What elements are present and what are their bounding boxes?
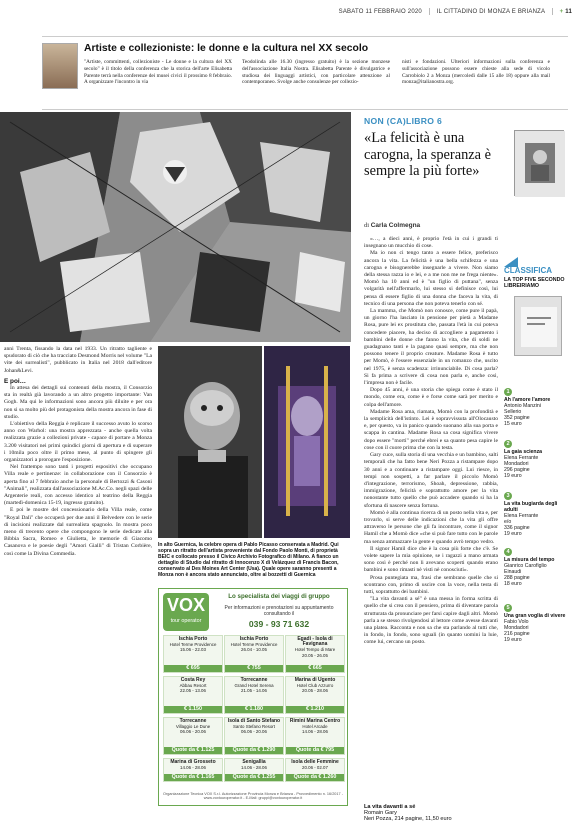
- rank-number: 5: [504, 604, 512, 612]
- vox-logo-text: VOX: [166, 595, 205, 615]
- classifica-sublabel: LA TOP FIVE SECONDO LIBREIRIAMO: [504, 277, 565, 290]
- travel-ad: [158, 588, 348, 806]
- separator: [552, 8, 553, 15]
- ranking-item: [504, 388, 572, 427]
- offer-place: Rimini Marina Centro: [289, 718, 341, 724]
- offer-card: [285, 635, 345, 673]
- offer-place: Isola delle Femmine: [291, 759, 339, 765]
- paragraph: In attesa dei dettagli sui contenuti della mostra, il Consorzio sta in realtà già lavorando a un altro progetto importante: Van Gogh. Ma qui le informazioni sono ancora più diluite e per ora non si sa molto più del protagonista della mostra ancora in fase di studio.: [4, 385, 152, 420]
- offer-place: Torrecanne: [179, 718, 207, 724]
- offer-hotel: Grand Hotel Serena: [234, 683, 274, 689]
- paragraph: Nel frattempo sono tanti i progetti espositivi che occupano Villa reale e pertinenze: in collaborazione con il Consorzio è aperta fino al 7 febbraio anche la personale di Bertozzi & Casoni "Animali", realizzata dall'associazione M.Ac.Co. negli spazi delle Argenterie reali, con accesso identico al teatrino della Reggia (martedì-domenica 15-19, ingresso gratuito).: [4, 464, 152, 507]
- offer-price: € 755: [225, 665, 283, 672]
- offer-hotel: Hotel Tempo di Mare: [294, 647, 336, 653]
- masthead: [339, 8, 572, 15]
- bacon-painting: [264, 346, 350, 538]
- rank-title: La vita bugiarda degli adulti: [504, 501, 558, 514]
- rank-pages: 288 pagine: [504, 575, 530, 582]
- review-body: [364, 236, 498, 814]
- offer-hotel: Hotel Arcade: [302, 724, 328, 730]
- page-header: [0, 0, 580, 30]
- book-cover-art: [515, 131, 565, 197]
- picasso-portrait: [158, 346, 262, 538]
- offer-card: [163, 676, 223, 714]
- ad-promo: Per informazioni e prenotazioni su appuntamento consultando il: [224, 605, 334, 617]
- separator: [429, 8, 430, 15]
- rank-price: 18 euro: [504, 581, 522, 588]
- rank-title: Una gran voglia di vivere: [504, 613, 566, 619]
- paragraph: La mamma, che Momò non conosce, come pure il papà, un giorno l'ha lasciato in pensione per pietà a Madame Rosa, pure lei ex prostituta che, passata l'età in cui poteva concedere piacere, ha deciso di accogliere a pagamento i bambini delle donne che fanno la vita, che di soldi ne guadagnano tanti e la pagano quasi sempre, ma che non possono tenere il proprio creature. Madame Rosa è tutto per Momò, è l'essere essenziale in un romanzo che, uscito nel 1975, è senza scadenza: irrinunciabile. Di cosa parla? Si fa prima a scrivere di cosa non parla e, anche così, l'impresa non è facile.: [364, 308, 498, 387]
- offer-dates: 20.05 - 26.05: [302, 652, 328, 658]
- rank-publisher: Einaudi: [504, 569, 522, 576]
- paragraph: L'obiettivo della Reggia è replicare il successo avuto lo scorso anno con Warhol: una mostra apprezzata - anche quella volta realizzata grazie a collezioni private - capace di portare a Monza 3.200 visitatori nei primi quindici giorni di apertura e di superare i 10mila poco oltre il primo mese, al punto di spingere gli organizzatori a prorogare l'esposizione.: [4, 421, 152, 464]
- offer-place: Isola di Santo Stefano: [227, 718, 281, 724]
- rank-pages: 216 pagine: [504, 631, 530, 638]
- paragraph: Gary cuce, sulla storia di una vecchia e un bambino, salti temporali che ha fatto bene Neri Pozza a ristampare dopo 30 anni e a continuare a ristampare oggi. Lui riesce, in tempi non sospetti, a far parlare il piccolo Momò d'integrazione, terrorismo, Shoah, depressione, rabbia, immigrazione, felicità e soprattutto amore per la vita nonostante tutto quello che può accadere quando si ha la sfortuna di nascere senza fortuna.: [364, 452, 498, 509]
- offer-dates: 26.04 - 10.05: [241, 647, 267, 653]
- conference-title: Artiste e collezioniste: le donne e la cultura nel XX secolo: [84, 43, 369, 54]
- offer-place: Senigallia: [242, 759, 266, 765]
- offer-price: Quote da € 1.290: [225, 747, 283, 754]
- rank-number: 3: [504, 492, 512, 500]
- offer-hotel: Hotel Terme Providence: [169, 642, 217, 648]
- offer-place: Ischia Porto: [239, 636, 269, 642]
- offer-dates: 15.06 - 22.03: [180, 647, 206, 653]
- offer-dates: 20.05 - 28.06: [302, 688, 328, 694]
- offer-card: [163, 758, 223, 782]
- rank-pages: 296 pagine: [504, 467, 530, 474]
- subhead: E poi…: [4, 377, 27, 385]
- guernica-image: [0, 112, 351, 342]
- rank-title: Ah l'amore l'amore: [504, 397, 551, 403]
- paragraph: Madame Rosa ama, riamata, Momò con la profondità e la semplicità dell'istinto. Lei è sopravvissuta all'Olocausto e, per questo, va in panico quando suonano alla sua porta e scappa in cantina. Madame Rosa sa cosa significa vivere dopo essere "morti" perché ebrei e sa quanto pesa capire le cose con il cuore prima che con la testa.: [364, 408, 498, 451]
- offer-card: [224, 635, 284, 673]
- offer-price: Quote da € 1.125: [164, 747, 222, 754]
- offer-dates: 14.06 - 28.06: [180, 765, 206, 771]
- rank-publisher: e/o: [504, 519, 512, 526]
- author-photo: [42, 43, 78, 89]
- offer-place: Marina di Grosseto: [170, 759, 216, 765]
- conference-col-1: "Artiste, committenti, collezioniste - Le donne e la cultura del XX secolo" è il titolo della conferenza che la storica dell'arte Elisabetta Parente terrà nella conferenze dei musei civici il prossimo 8 febbraio. A organizzare l'incontro in via: [84, 59, 232, 86]
- conference-col-3: nisti e fondazioni. Ulteriori informazioni sulla conferenza e sull'associazione possono essere chieste alla sede di vicolo Carrobiolo 2 a Monza (mercoledì dalle 15 alle 18) oppure alla mail monza@italianostra.org.: [402, 59, 550, 86]
- rank-number: 4: [504, 548, 512, 556]
- issue-date: SABATO 11 FEBBRAIO 2020: [338, 9, 422, 16]
- ad-phone: 039 - 93 71 632: [248, 619, 310, 629]
- ranking-item: [504, 492, 572, 538]
- rank-price: 19 euro: [504, 637, 522, 644]
- rank-pages: 352 pagine: [504, 415, 530, 422]
- rank-author: Elena Ferrante: [504, 455, 539, 462]
- offer-card: [163, 635, 223, 673]
- rank-price: 19 euro: [504, 473, 522, 480]
- paragraph: Dopo 45 anni, è una storia che spiega come è stato il mondo, come era, come è e forse come sarà per merito e colpa dell'amore.: [364, 387, 498, 408]
- byline: [364, 222, 420, 229]
- offer-hotel: Hotel Club Azzurro: [296, 683, 334, 689]
- ranking-item: [504, 440, 572, 479]
- rank-author: Antonio Manzini: [504, 403, 541, 410]
- paragraph: E poi le mostre del concessionario della Villa reale, come "Royal Dalì" che occuperà per due anni il Belvedere con le serie di incisioni realizzate dal surrealista spagnolo. In mostra poco meno di trecento opere che compongono le serie dedicate alla Bibbia Sacra, Romeo e Giulietta, le memorie di Giacomo Casanova e le poesie degli "Amori Gialli" di Tristan Corbière, così come la Divina Commedia.: [4, 507, 152, 557]
- rank-publisher: Sellerio: [504, 409, 522, 416]
- offer-price: € 1.180: [225, 706, 283, 713]
- paragraph: anni Trenta, fissando la data nel 1933. Un ritratto tagliente e spudorato di ciò che ha tracciato Desmond Morris nel volume "La vite dei surrealisti", pubblicato in Italia nel 2018 dall'editore Johan&Levi.: [4, 346, 152, 374]
- offer-price: € 665: [286, 665, 344, 672]
- rank-publisher: Mondadori: [504, 625, 529, 632]
- paragraph: Momò è alla continua ricerca di un posto nella vita e, per trovarlo, si serve delle indicazioni che la vita gli offre attraverso le persone che gli fa incontrare, come il signor Hamil che a Momò dice «che si può fare tutto con le parole ma senza ammazzare la gente e quando avrò tempo vedro.: [364, 509, 498, 545]
- book-title: La vita davanti a sé: [364, 804, 416, 810]
- paragraph: Prosa puntegiata ma, frasi che sembrano quelle che si scontrano con, primo di uscire con la voce, nella testa di tutti, soprattutto dei bambini.: [364, 574, 498, 595]
- classifica-label: CLASSIFICA: [504, 266, 552, 275]
- offer-card: [224, 717, 284, 755]
- offer-price: € 695: [164, 665, 222, 672]
- rank-publisher: Mondadori: [504, 461, 529, 468]
- offer-hotel: Hotel Terme Providence: [230, 642, 278, 648]
- book-info: [364, 804, 498, 822]
- guernica-artwork: [0, 112, 351, 342]
- byline-author: Carla Colmegna: [370, 222, 421, 229]
- exhibition-article: [4, 346, 152, 822]
- book-cover-image: [514, 130, 564, 196]
- plus-icon: +: [559, 9, 564, 16]
- offer-price: Quote da € 1.260: [286, 774, 344, 781]
- rank-title: La misura del tempo: [504, 557, 555, 563]
- book-author: Romain Gary: [364, 810, 397, 816]
- feature-headline: «La felicità è una carogna, la speranza è sempre la più forte»: [364, 130, 492, 180]
- offer-card: [285, 676, 345, 714]
- offer-dates: 20.06 - 02.07: [302, 765, 328, 771]
- offer-card: [285, 758, 345, 782]
- offer-price: € 1.150: [164, 706, 222, 713]
- conference-box: [42, 36, 568, 110]
- top-book-cover: [514, 296, 562, 356]
- rank-author: Elena Ferrante: [504, 513, 539, 520]
- photo-caption: In alto Guernica, la celebre opera di Pablo Picasso conservata a Madrid. Qui sopra un ritratto dell'artista proveniente dal Fondo Paolo Monti, di proprietà BEIC e collocato presso il Civico Archivio Fotografico di Milano. A fianco un dettaglio di Studio dal ritratto di Innocenzo X di Velázquez di Francis Bacon, conservato al Des Moines Art Center (Usa). Quale opere saranno presenti a Monza non è ancora stato annunciato, oltre ai bozzetti di Guernica: [158, 542, 339, 578]
- ad-footer: Organizzazione Tecnica VOX S.r.l. Autorizzazione Provincia Monza e Brianza - Provvedimento n. 16/2017 - www.voxtouroperator.it - E-Mail: gruppi@voxtouroperator.it: [163, 791, 343, 801]
- paragraph: Ma io non ci tengo tanto a essere felice, preferisco ancora la vita. La felicità è una bella schifezza e una carogna e bisognerebbe insegnarle a vivere. Non siamo della stessa razza io e lei, e a me non me ne frega niente». Momò ha 10 anni ed è "un figlio di puttana", senza volgarità nell'affermarlo, lui stesso si definisce così, lui pensa di essere figlio di una donna che faceva la vita, di tecnico di una persona che non poteva tenerlo con sé.: [364, 250, 498, 307]
- byline-prefix: di: [364, 222, 370, 229]
- paragraph: «…, a dieci anni, è proprio l'età in cui i grandi ti insegnano un mucchio di cose.: [364, 236, 498, 250]
- rank-price: 19 euro: [504, 531, 522, 538]
- rank-price: 15 euro: [504, 421, 522, 428]
- offer-place: Ischia Porto: [178, 636, 208, 642]
- offer-dates: 22.05 - 13.06: [180, 688, 206, 694]
- ranking-item: [504, 548, 572, 587]
- conference-col-2: Teodolinda alle 16.30 (ingresso gratuito) è la sezione monzese dell'associazione Italia Nostra. Elisabetta Parente è divulgatrice e studiosa dei linguaggi artistici, con particolare attenzione al contemporaneo. Svolge anche consulenze per collezio-: [242, 59, 390, 86]
- rank-number: 1: [504, 388, 512, 396]
- page-number: 11: [565, 9, 572, 16]
- offer-card: [224, 676, 284, 714]
- offer-dates: 06.06 - 20.06: [180, 729, 206, 735]
- vox-logo: [163, 593, 209, 631]
- offer-hotel: Abbau Resort: [179, 683, 207, 689]
- vox-logo-subtitle: tour operator: [170, 618, 202, 624]
- offer-price: Quote da € 795: [286, 747, 344, 754]
- newspaper-name: IL CITTADINO DI MONZA E BRIANZA: [436, 9, 545, 16]
- rank-title: La gaia scienza: [504, 449, 543, 455]
- offer-card: [163, 717, 223, 755]
- offer-place: Costa Rey: [180, 677, 206, 683]
- section-kicker: NON (CA)LIBRO 6: [364, 116, 443, 126]
- offer-dates: 14.06 - 28.06: [302, 729, 328, 735]
- offer-dates: 06.06 - 20.06: [241, 729, 267, 735]
- rank-author: Gianrico Carofiglio: [504, 563, 547, 570]
- book-publisher: Neri Pozza, 214 pagine, 11,50 euro: [364, 816, 452, 822]
- offer-dates: 21.05 - 14.06: [241, 688, 267, 694]
- offer-price: € 1.210: [286, 706, 344, 713]
- offer-card: [224, 758, 284, 782]
- offer-hotel: Villaggio Le Dune: [175, 724, 211, 730]
- ranking-item: [504, 604, 572, 643]
- offer-place: Marina di Ugento: [294, 677, 336, 683]
- rank-number: 2: [504, 440, 512, 448]
- offer-place: Egadi - Isola di Favignana: [297, 636, 333, 648]
- offer-dates: 14.06 - 28.06: [241, 765, 267, 771]
- offer-hotel: Santo Stefano Resort: [233, 724, 275, 730]
- paragraph: "La vita davanti a sé" è una messa in forma scritta di quello che si crea con il pensiero, prima di diventare parola strutturata da pronunciare per farsi capire dagli altri. Momò parla a se stesso rivolgendosi al lettore come avesse davanti una platea. Racconta e non sa che sta parlando al tutti che, in fondo, in fondo, sono uguali (in quanto uomini la luie, come lui, cercano un posto.: [364, 596, 498, 646]
- offer-price: Quote da € 1.165: [164, 774, 222, 781]
- rank-author: Fabio Volo: [504, 619, 529, 626]
- offer-place: Torrecanne: [240, 677, 268, 683]
- offer-price: Quote da € 1.255: [225, 774, 283, 781]
- ad-header: Lo specialista dei viaggi di gruppo: [228, 593, 330, 600]
- rank-pages: 336 pagine: [504, 525, 530, 532]
- paragraph: Il signor Hamil dice che è la cosa più forte che c'è. Se volete sapere la mia opinione, se i ragazzi a mano armata sono così è perché non li avevano scoperti quando erano bambini e sono rimasti nè visti nè conosciuti».: [364, 545, 498, 574]
- offer-card: [285, 717, 345, 755]
